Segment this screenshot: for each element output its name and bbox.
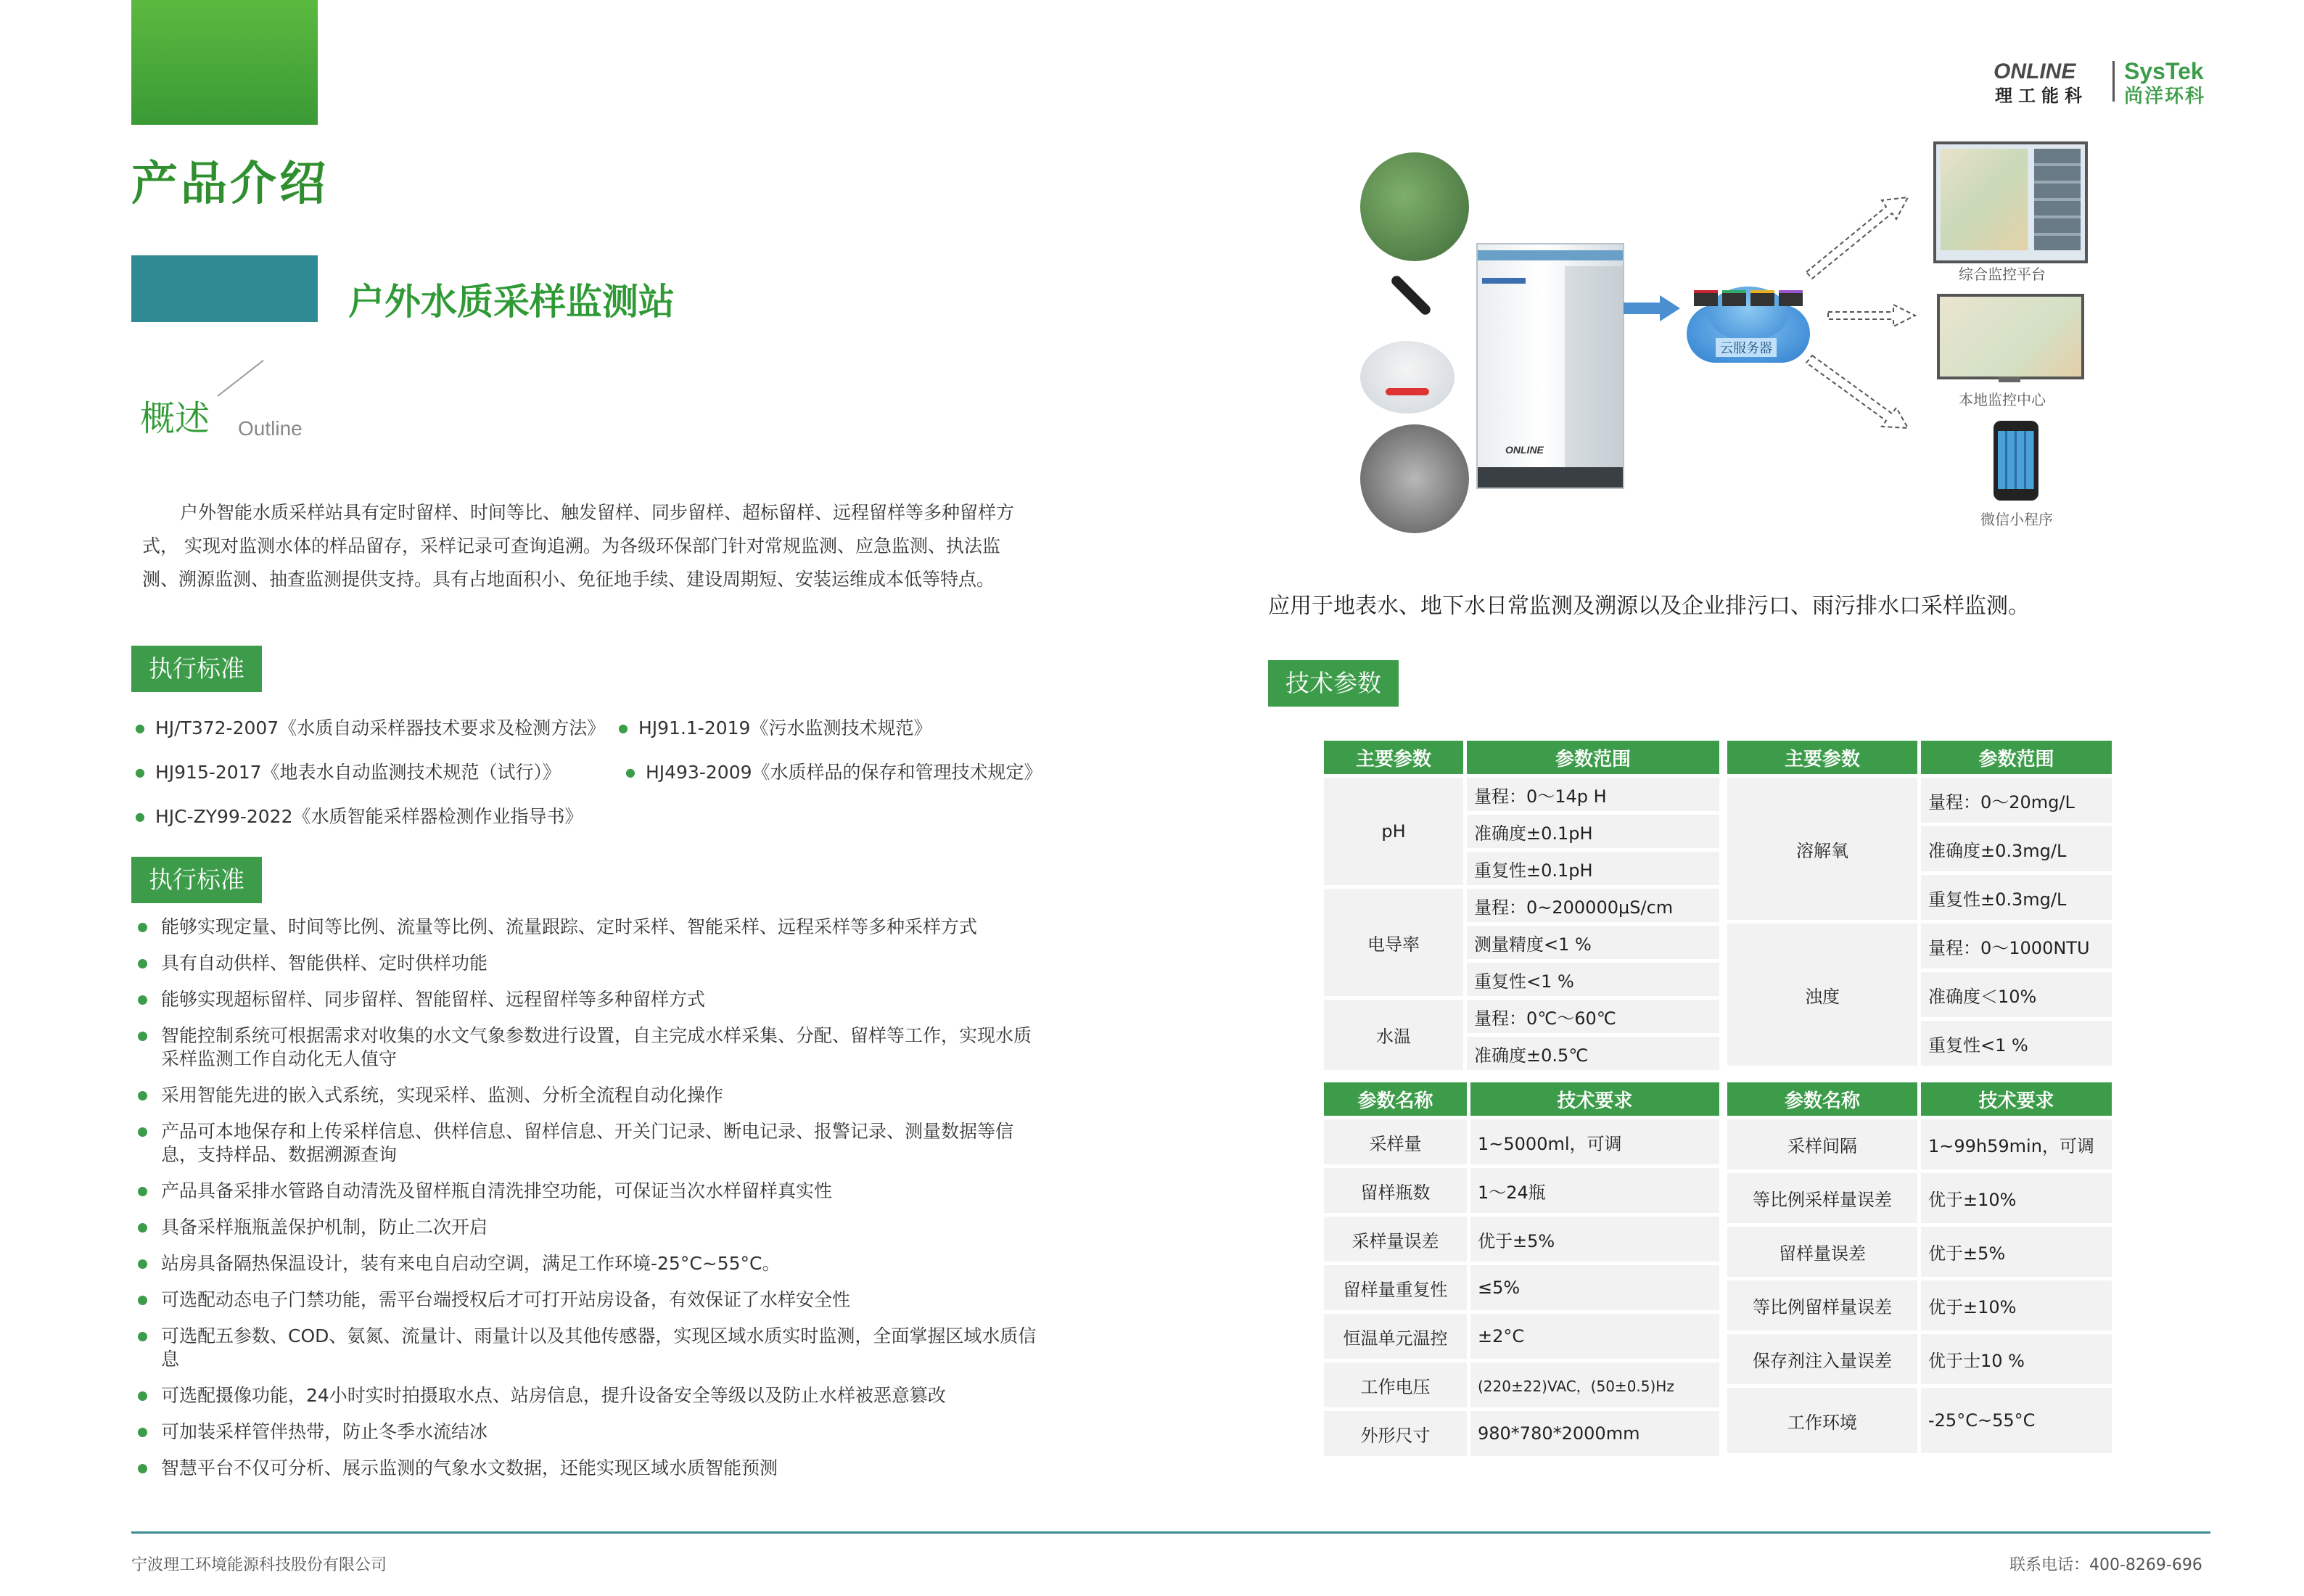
- header-param-name: 参数名称: [1727, 1082, 1917, 1116]
- outline-heading: 概述: [140, 398, 210, 439]
- outline-heading-en: Outline: [238, 417, 303, 440]
- list-item: 产品具备采排水管路自动清洗及留样瓶自清洗排空功能，可保证当次水样留样真实性: [138, 1180, 1037, 1203]
- table-row: [1324, 1168, 1719, 1213]
- param-value: 量程：0～1000NTU: [1921, 924, 2112, 968]
- page-title: 产品介绍: [131, 157, 329, 211]
- footer-divider: [131, 1531, 2210, 1534]
- pipe-photo: [1360, 424, 1469, 533]
- platform-screen: [1933, 141, 2088, 263]
- standards-tag: 执行标准: [131, 646, 262, 692]
- logo-separator: [2112, 61, 2115, 102]
- table-row: [1727, 1119, 2112, 1169]
- spec-name: 保存剂注入量误差: [1727, 1334, 1917, 1384]
- header-param-name: 参数名称: [1324, 1082, 1467, 1116]
- subtitle-accent-bar: [131, 255, 318, 322]
- platform-label: 综合监控平台: [1959, 266, 2046, 283]
- header-green-block: [131, 0, 318, 125]
- spec-value: 优于±10%: [1921, 1280, 2112, 1330]
- list-item: 可选配动态电子门禁功能，需平台端授权后才可打开站房设备，有效保证了水样安全性: [138, 1288, 1037, 1312]
- standard-item: ● HJ915-2017《地表水自动监测技术规范（试行）》: [135, 758, 561, 784]
- table-row: [1727, 1173, 2112, 1223]
- list-item: 能够实现超标留样、同步留样、智能留样、远程留样等多种留样方式: [138, 988, 1037, 1011]
- table-row: [1324, 889, 1719, 922]
- list-item: 智慧平台不仅可分析、展示监测的气象水文数据，还能实现区域水质智能预测: [138, 1457, 1037, 1480]
- list-item: 能够实现定量、时间等比例、流量等比例、流量跟踪、定时采样、智能采样、远程采样等多种采样方式: [138, 916, 1037, 939]
- list-item: 可加装采样管伴热带，防止冬季水流结冰: [138, 1420, 1037, 1444]
- spec-value: 1~5000ml，可调: [1470, 1119, 1719, 1164]
- header-tech-req: 技术要求: [1921, 1082, 2112, 1116]
- local-screen: [1937, 294, 2084, 379]
- table-row: [1324, 1314, 1719, 1359]
- spec-value: 980*780*2000mm: [1470, 1411, 1719, 1456]
- local-label: 本地监控中心: [1959, 391, 2046, 408]
- param-name: 浊度: [1727, 924, 1917, 1066]
- params-table-right: [1724, 737, 2115, 1069]
- spec-name: 留样量重复性: [1324, 1265, 1467, 1310]
- param-value: 重复性<1 %: [1467, 963, 1719, 996]
- spec-name: 工作环境: [1727, 1388, 1917, 1453]
- table-row: [1324, 1119, 1719, 1164]
- spec-name: 采样间隔: [1727, 1119, 1917, 1169]
- spec-name: 等比例留样量误差: [1727, 1280, 1917, 1330]
- param-value: 准确度＜10%: [1921, 972, 2112, 1017]
- table-row: [1727, 1334, 2112, 1384]
- spec-value: 优于±10%: [1921, 1173, 2112, 1223]
- header-main-param: 主要参数: [1324, 741, 1463, 774]
- param-value: 量程：0～14p H: [1467, 778, 1719, 811]
- params-table-left: [1320, 737, 1723, 1074]
- spec-name: 工作电压: [1324, 1362, 1467, 1407]
- param-value: 准确度±0.3mg/L: [1921, 826, 2112, 871]
- spec-name: 等比例采样量误差: [1727, 1173, 1917, 1223]
- table-row: [1324, 1265, 1719, 1310]
- param-value: 准确度±0.1pH: [1467, 815, 1719, 848]
- outline-divider: [217, 360, 263, 397]
- arrow-to-cloud: [1624, 294, 1682, 323]
- params-tag: 技术参数: [1268, 660, 1399, 707]
- list-item: 智能控制系统可根据需求对收集的水文气象参数进行设置，自主完成水样采集、分配、留样等工作，实现水质采样监测工作自动化无人值守: [138, 1024, 1037, 1071]
- param-value: 量程：0~200000μS/cm: [1467, 889, 1719, 922]
- spec-value: ±2°C: [1470, 1314, 1719, 1359]
- param-name: 电导率: [1324, 889, 1463, 996]
- spec-value: ≤5%: [1470, 1265, 1719, 1310]
- spec-value: 优于±5%: [1470, 1217, 1719, 1262]
- standard-item: ● HJC-ZY99-2022《水质智能采样器检测作业指导书》: [135, 802, 583, 828]
- spec-value: 1~99h59min，可调: [1921, 1119, 2112, 1169]
- table-row: [1324, 1000, 1719, 1033]
- table-row: [1324, 778, 1719, 811]
- spec-name: 留样量误差: [1727, 1227, 1917, 1277]
- param-value: 量程：0℃～60℃: [1467, 1000, 1719, 1033]
- table-row: [1727, 1227, 2112, 1277]
- spec-value: 优于士10 %: [1921, 1334, 2112, 1384]
- list-item: 具有自动供样、智能供样、定时供样功能: [138, 952, 1037, 975]
- spec-name: 留样瓶数: [1324, 1168, 1467, 1213]
- param-value: 准确度±0.5℃: [1467, 1037, 1719, 1070]
- standard-item: ● HJ493-2009《水质样品的保存和管理技术规定》: [625, 758, 1042, 784]
- site-photo: [1360, 152, 1469, 261]
- spec-value: 1～24瓶: [1470, 1168, 1719, 1213]
- table-row: [1727, 924, 2112, 968]
- contact-phone: 联系电话：400-8269-696: [2009, 1556, 2202, 1574]
- cabinet-image: [1476, 243, 1624, 489]
- dashed-arrows: [1792, 138, 1930, 486]
- list-item: 可选配摄像功能，24小时实时拍摄取水点、站房信息，提升设备安全等级以及防止水样被恶意篡改: [138, 1384, 1037, 1407]
- param-name: pH: [1324, 778, 1463, 885]
- standard-item: ● HJ/T372-2007《水质自动采样器技术要求及检测方法》: [135, 714, 605, 740]
- header-tech-req: 技术要求: [1470, 1082, 1719, 1116]
- header-main-param: 主要参数: [1727, 741, 1917, 774]
- spec-table-left: [1320, 1079, 1723, 1460]
- spec-table-right: [1724, 1079, 2115, 1457]
- spec-value: (220±22)VAC，(50±0.5)Hz: [1470, 1362, 1719, 1407]
- param-value: 重复性±0.3mg/L: [1921, 875, 2112, 920]
- table-row: [1727, 778, 2112, 823]
- param-value: 重复性±0.1pH: [1467, 852, 1719, 885]
- online-logo: ONLINE: [1994, 59, 2076, 83]
- spec-value: 优于±5%: [1921, 1227, 2112, 1277]
- list-item: 采用智能先进的嵌入式系统，实现采样、监测、分析全流程自动化操作: [138, 1084, 1037, 1107]
- probe-photo: [1364, 261, 1451, 348]
- systek-logo: SysTek: [2124, 58, 2204, 84]
- list-item: 站房具备隔热保温设计，装有来电自启动空调，满足工作环境-25°C~55°C。: [138, 1252, 1037, 1275]
- online-logo-zh: 理工能科: [1995, 86, 2088, 106]
- product-subtitle: 户外水质采样监测站: [348, 281, 675, 323]
- table-row: [1727, 1388, 2112, 1453]
- param-value: 测量精度<1 %: [1467, 926, 1719, 959]
- cloud-label: 云服务器: [1716, 338, 1777, 357]
- table-row: [1324, 1217, 1719, 1262]
- list-item: 具备采样瓶瓶盖保护机制，防止二次开启: [138, 1216, 1037, 1239]
- table-row: [1324, 1362, 1719, 1407]
- param-value: 量程：0～20mg/L: [1921, 778, 2112, 823]
- table-row: [1324, 1411, 1719, 1456]
- table-row: [1727, 1280, 2112, 1330]
- camera-photo: [1360, 341, 1455, 414]
- systek-logo-zh: 尚洋环科: [2124, 86, 2206, 107]
- miniprogram-label: 微信小程序: [1980, 511, 2053, 528]
- phone-image: [1994, 421, 2038, 501]
- spec-name: 采样量误差: [1324, 1217, 1467, 1262]
- spec-name: 采样量: [1324, 1119, 1467, 1164]
- header-param-range: 参数范围: [1921, 741, 2112, 774]
- spec-name: 恒温单元温控: [1324, 1314, 1467, 1359]
- spec-value: -25°C~55°C: [1921, 1388, 2112, 1453]
- company-name: 宁波理工环境能源科技股份有限公司: [131, 1556, 387, 1574]
- cabinet-logo: ONLINE: [1505, 444, 1544, 456]
- spec-name: 外形尺寸: [1324, 1411, 1467, 1456]
- list-item: 可选配五参数、COD、氨氮、流量计、雨量计以及其他传感器，实现区域水质实时监测，全面掌握区域水质信息: [138, 1325, 1037, 1371]
- list-item: 产品可本地保存和上传采样信息、供样信息、留样信息、开关门记录、断电记录、报警记录、测量数据等信息，支持样品、数据溯源查询: [138, 1120, 1037, 1167]
- header-param-range: 参数范围: [1467, 741, 1719, 774]
- param-value: 重复性<1 %: [1921, 1021, 2112, 1066]
- intro-paragraph: 户外智能水质采样站具有定时留样、时间等比、触发留样、同步留样、超标留样、远程留样等多种留样方式， 实现对监测水体的样品留存，采样记录可查询追溯。为各级环保部门针对常规监测、应急监测、执法监测、溯源监测、抽查监测提供支持。具有占地面积小、免征地手续、建设周期短、安装运维成本低等特点。: [142, 502, 1015, 590]
- application-text: 应用于地表水、地下水日常监测及溯源以及企业排污口、雨污排水口采样监测。: [1268, 593, 2030, 619]
- param-name: 水温: [1324, 1000, 1463, 1070]
- feature-list: [138, 916, 1037, 1493]
- features-tag: 执行标准: [131, 857, 262, 903]
- standard-item: ● HJ91.1-2019《污水监测技术规范》: [618, 714, 931, 740]
- param-name: 溶解氧: [1727, 778, 1917, 920]
- system-diagram: [1357, 138, 2082, 544]
